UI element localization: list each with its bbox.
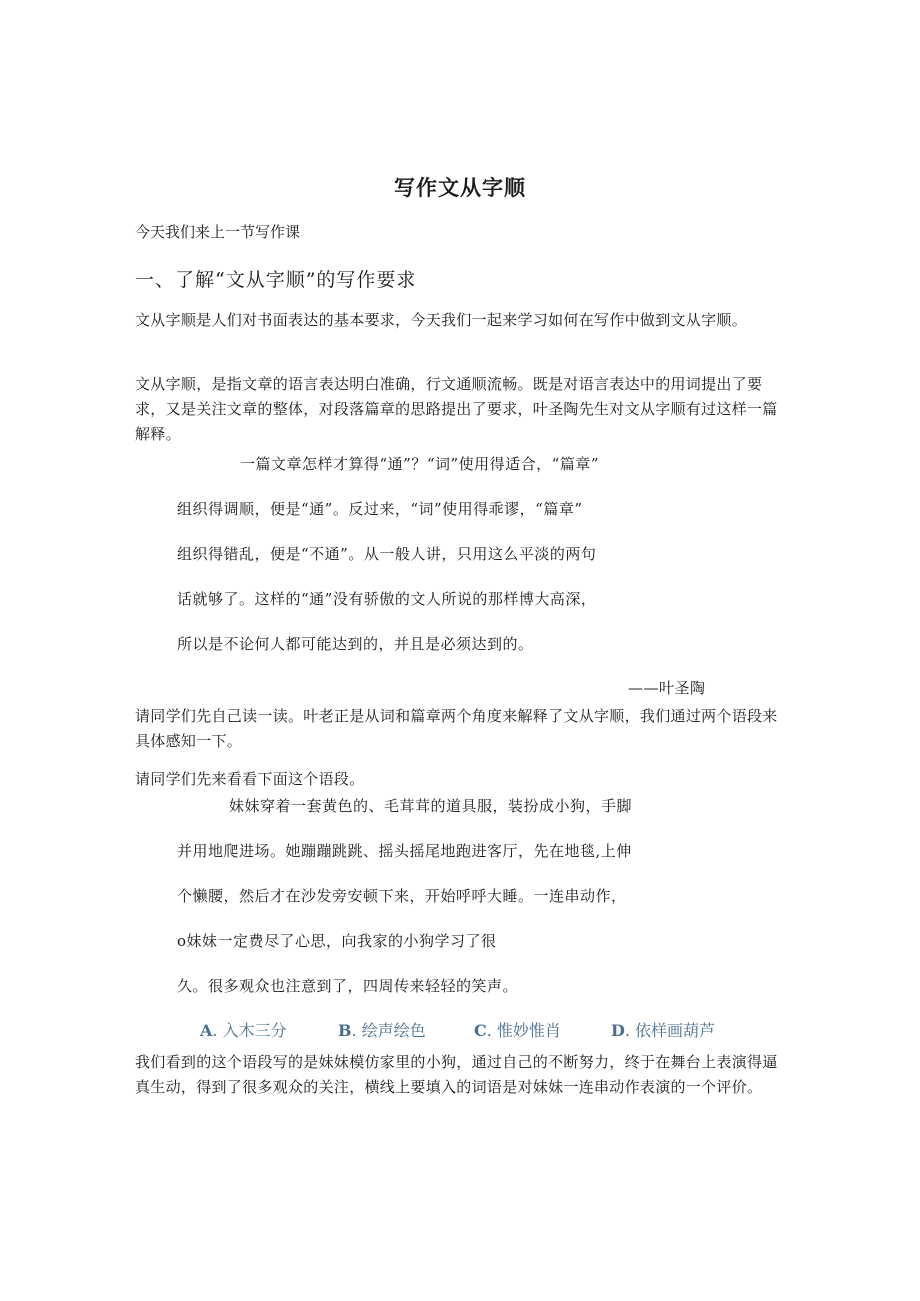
passage-line: 妹妹穿着一套黄色的、毛茸茸的道具服，装扮成小狗，手脚 xyxy=(229,797,633,815)
quote-line: 组织得错乱，便是“不通”。从一般人讲，只用这么平淡的两句 xyxy=(177,545,597,563)
option-d: D. 依样画葫芦 xyxy=(611,1021,716,1040)
option-c: C. 惟妙惟肖 xyxy=(474,1021,561,1040)
quote-line: 一篇文章怎样才算得“通”？“词”使用得适合，“篇章” xyxy=(240,455,600,473)
paragraph-definition-intro: 文从字顺是人们对书面表达的基本要求，今天我们一起来学习如何在写作中做到文从字顺。 xyxy=(135,311,748,329)
paragraph-definition: 文从字顺，是指文章的语言表达明白准确，行文通顺流畅。既是对语言表达中的用词提出了要求，又是关注文章的整体，对段落篇章的思路提出了要求，叶圣陶先生对文从字顺有过这样一篇解释。 xyxy=(135,375,778,443)
passage-line: 个懒腰，然后才在沙发旁安顿下来，开始呼呼大睡。一连串动作， xyxy=(177,887,627,905)
option-a: A. 入木三分 xyxy=(200,1021,287,1040)
paragraph-analysis: 我们看到的这个语段写的是妹妹模仿家里的小狗，通过自己的不断努力，终于在舞台上表演得逼真生动，得到了很多观众的关注，横线上要填入的词语是对妹妹一连串动作表演的一个评价。 xyxy=(135,1053,778,1096)
paragraph-reading-instruction: 请同学们先自己读一读。叶老正是从词和篇章两个角度来解释了文从字顺，我们通过两个语段来具体感知一下。 xyxy=(135,707,778,750)
passage-line: 并用地爬进场。她蹦蹦跳跳、摇头摇尾地跑进客厅，先在地毯,上伸 xyxy=(177,842,632,860)
paragraph-look-instruction: 请同学们先来看看下面这个语段。 xyxy=(135,770,365,788)
option-b: B. 绘声绘色 xyxy=(338,1021,426,1040)
quote-line: 话就够了。这样的“通”没有骄傲的文人所说的那样博大高深， xyxy=(177,590,597,608)
passage-line: o妹妹一定费尽了心思，向我家的小狗学习了很 xyxy=(177,932,497,950)
quote-line: 所以是不论何人都可能达到的，并且是必须达到的。 xyxy=(177,635,534,653)
section-heading: 一、了解“文从字顺”的写作要求 xyxy=(135,269,417,291)
quote-attribution: ——叶圣陶 xyxy=(628,679,706,697)
intro-line: 今天我们来上一节写作课 xyxy=(135,223,301,241)
passage-line: 久。很多观众也注意到了，四周传来轻轻的笑声。 xyxy=(177,977,519,995)
page-title: 写作文从字顺 xyxy=(394,176,526,200)
quote-line: 组织得调顺，便是“通”。反过来，“词”使用得乖谬，“篇章” xyxy=(177,500,583,518)
